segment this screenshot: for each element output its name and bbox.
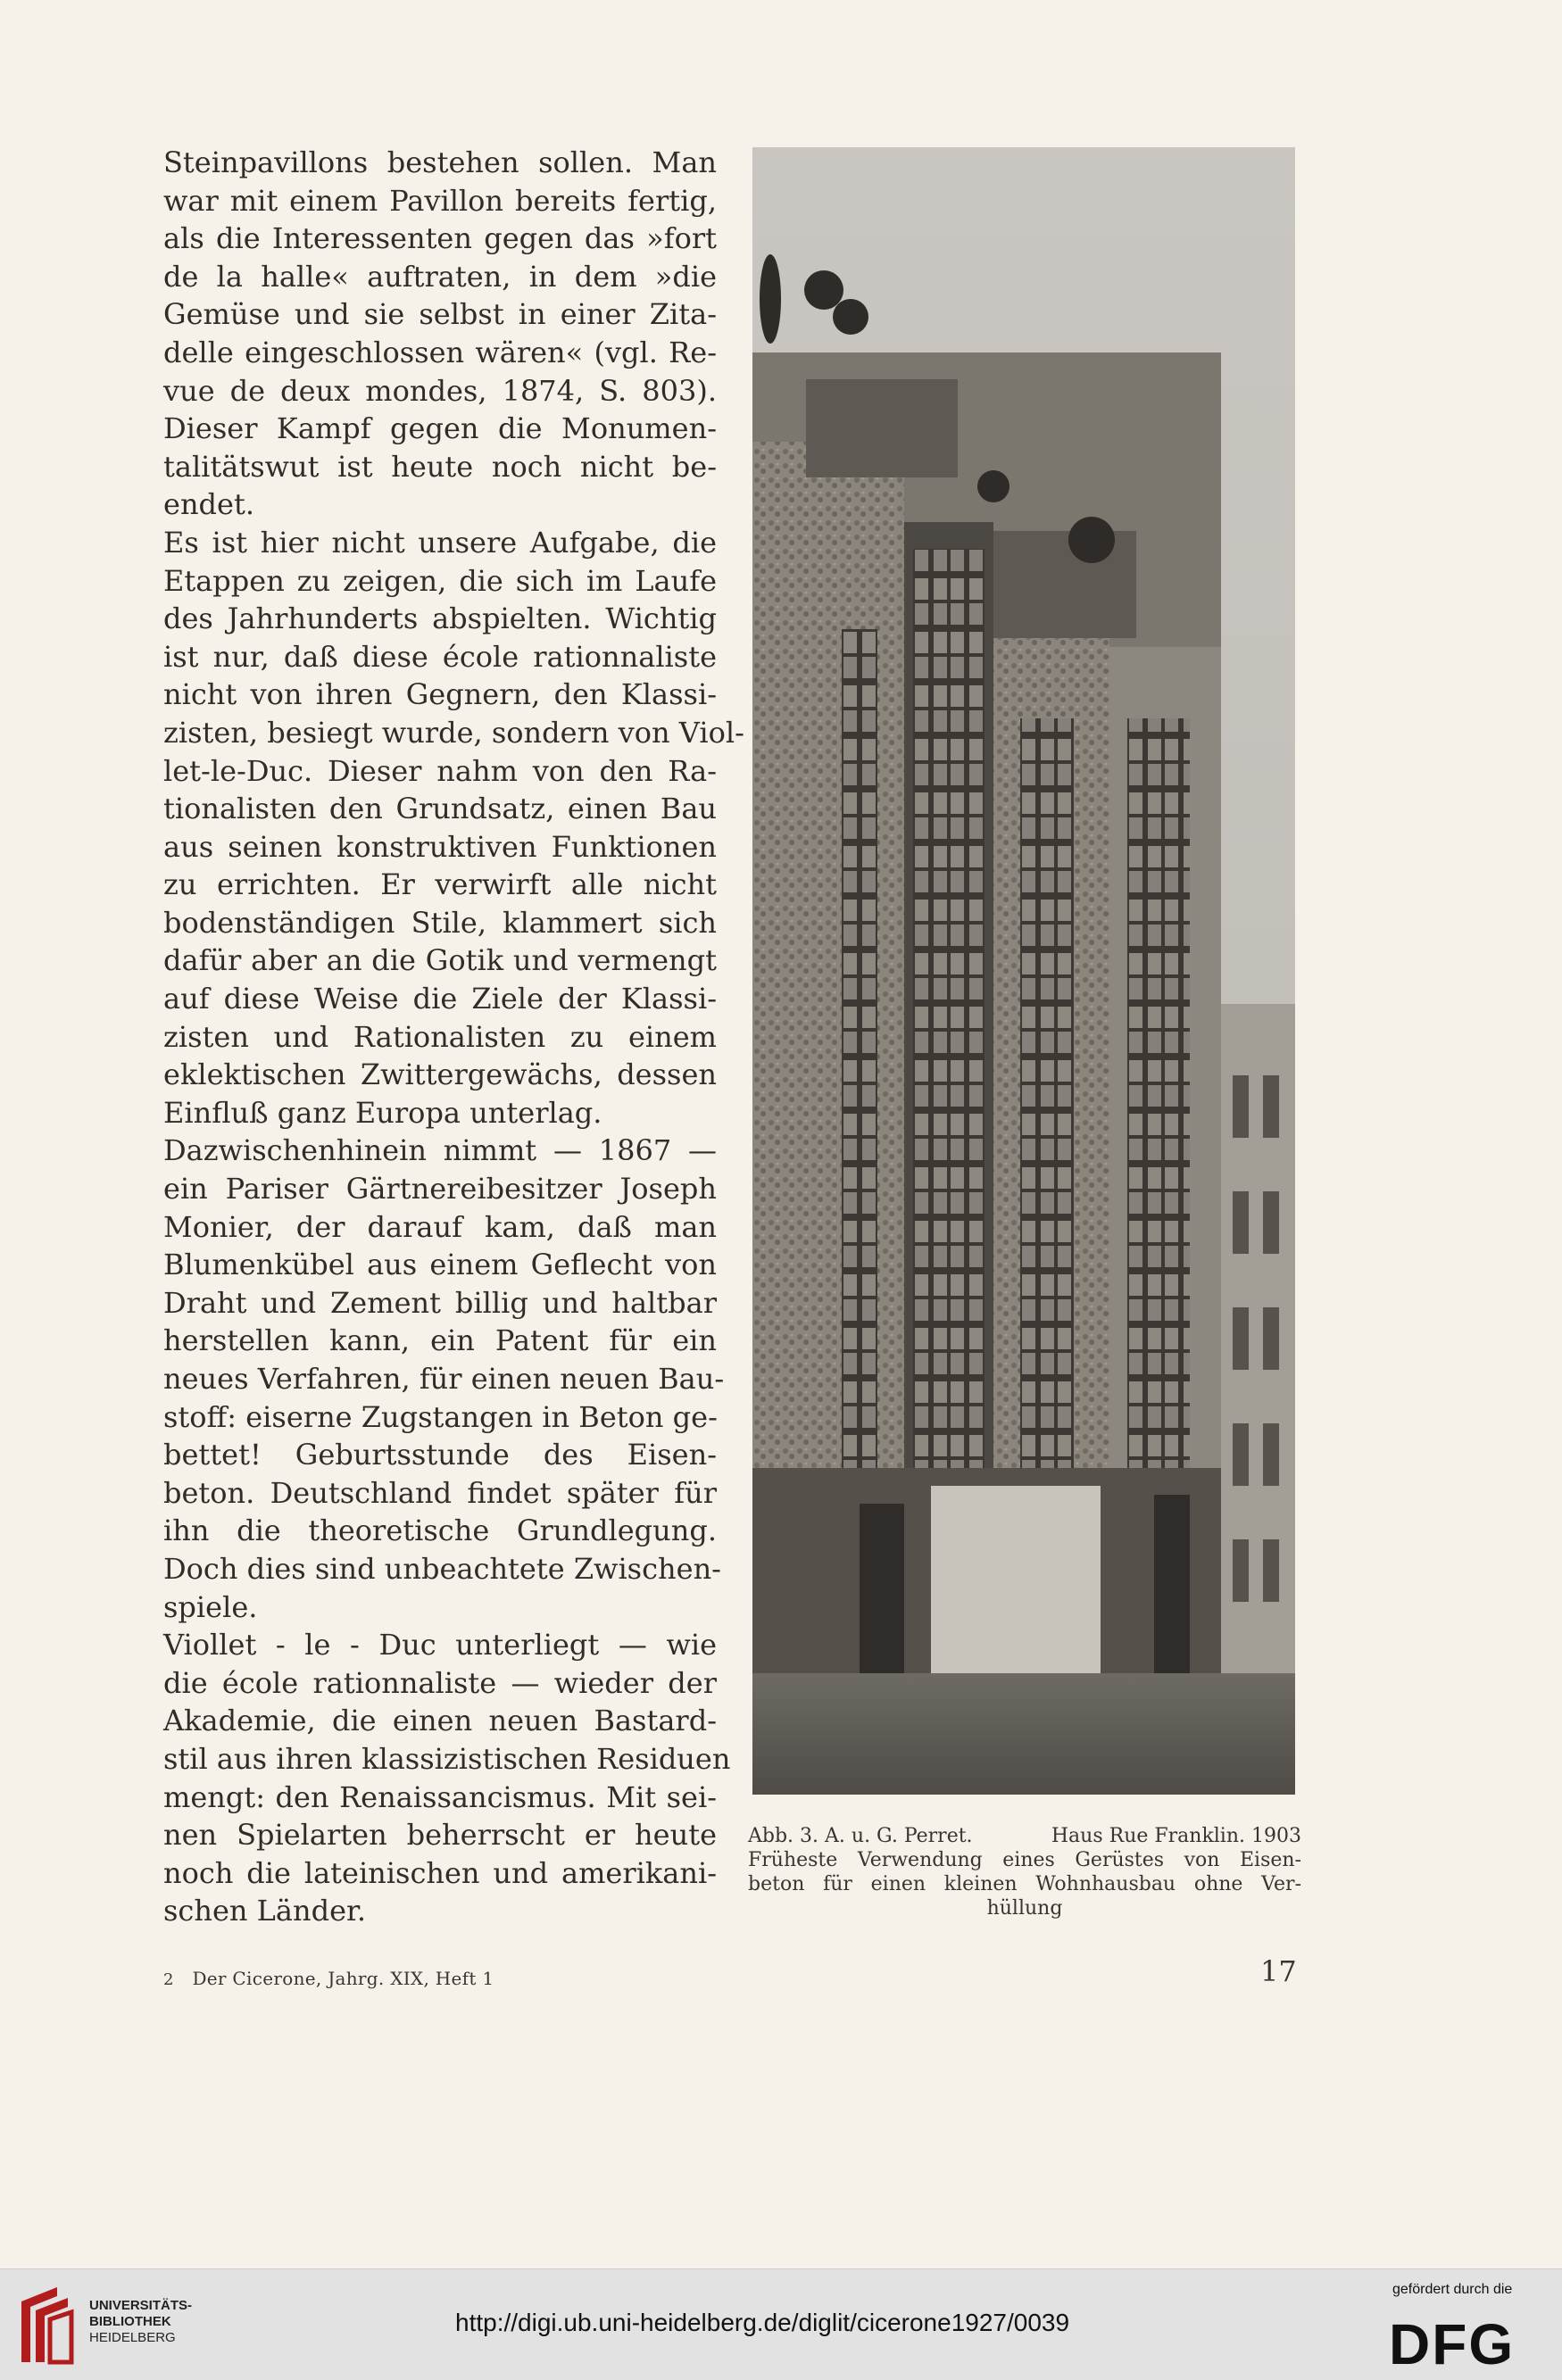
library-name-line: UNIVERSITÄTS-	[89, 2298, 193, 2313]
text-line: dafür aber an die Gotik und vermengt	[163, 943, 717, 978]
caption-line: beton für einen kleinen Wohnhausbau ohne Ver-	[748, 1873, 1301, 1895]
text-line: bodenständigen Stile, klammert sich	[163, 905, 717, 940]
text-line: stoff: eiserne Zugstangen in Beton ge-	[163, 1399, 718, 1434]
photo-illustration	[752, 147, 1295, 1795]
caption-line: Früheste Verwendung eines Gerüstes von Eisen-	[748, 1849, 1301, 1871]
journal-reference: Der Cicerone, Jahrg. XIX, Heft 1	[192, 1968, 494, 1989]
text-line: aus seinen konstruktiven Funktionen	[163, 829, 717, 864]
text-line: Blumenkübel aus einem Geflecht von	[163, 1248, 717, 1282]
sponsor-text: gefördert durch die	[1392, 2282, 1513, 2297]
text-line: tionalisten den Grundsatz, einen Bau	[163, 792, 717, 826]
text-line: ein Pariser Gärtnereibesitzer Joseph	[163, 1172, 717, 1207]
text-line: Dazwischenhinein nimmt — 1867 —	[163, 1133, 717, 1168]
text-line: bettet! Geburtsstunde des Eisen-	[163, 1438, 717, 1472]
body-text-column	[163, 144, 744, 1930]
building-photograph	[752, 147, 1295, 1795]
page-number: 17	[1260, 1954, 1297, 1988]
text-line: zisten und Rationalisten zu einem	[163, 1019, 717, 1054]
text-line: Steinpavillons bestehen sollen. Man	[163, 145, 717, 179]
journal-footer	[163, 1968, 494, 1989]
text-line: schen Länder.	[163, 1894, 366, 1928]
text-line: beton. Deutschland findet später für	[163, 1475, 717, 1510]
figure-caption	[748, 1824, 1301, 1920]
text-line: ist nur, daß diese école rationnaliste	[163, 639, 717, 674]
text-line: stil aus ihren klassizistischen Residuen	[163, 1741, 731, 1776]
text-line: de la halle« auftraten, in dem »die	[163, 259, 717, 294]
library-name	[89, 2298, 192, 2346]
text-line: vue de deux mondes, 1874, S. 803).	[163, 373, 717, 408]
text-line: spiele.	[163, 1589, 258, 1624]
text-line: let-le-Duc. Dieser nahm von den Ra-	[163, 753, 717, 788]
text-line: Akademie, die einen neuen Bastard-	[163, 1704, 717, 1738]
text-line: Es ist hier nicht unsere Aufgabe, die	[163, 525, 717, 560]
text-line: eklektischen Zwittergewächs, dessen	[163, 1057, 717, 1092]
text-line: auf diese Weise die Ziele der Klassi-	[163, 982, 717, 1016]
text-line: als die Interessenten gegen das »fort	[163, 221, 717, 256]
text-line: Etappen zu zeigen, die sich im Laufe	[163, 563, 717, 598]
text-line: talitätswut ist heute noch nicht be-	[163, 449, 717, 484]
text-line: neues Verfahren, für einen neuen Bau-	[163, 1362, 725, 1396]
permalink-url[interactable]: http://digi.ub.uni-heidelberg.de/diglit/cicerone1927/0039	[455, 2309, 1070, 2336]
text-line: nen Spielarten beherrscht er heute	[163, 1818, 717, 1853]
text-line: des Jahrhunderts abspielten. Wichtig	[163, 601, 717, 636]
text-line: die école rationnaliste — wieder der	[163, 1665, 717, 1700]
text-line: noch die lateinischen und amerikani-	[163, 1855, 717, 1890]
text-line: zisten, besiegt wurde, sondern von Viol-	[163, 715, 744, 750]
text-line: herstellen kann, ein Patent für ein	[163, 1323, 717, 1358]
text-line: Doch dies sind unbeachtete Zwischen-	[163, 1551, 721, 1586]
university-library-logo-icon[interactable]	[16, 2284, 75, 2368]
figure-title: Haus Rue Franklin. 1903	[1051, 1825, 1301, 1847]
text-line: zu errichten. Er verwirft alle nicht	[163, 867, 717, 902]
text-line: Viollet - le - Duc unterliegt — wie	[163, 1628, 717, 1663]
text-line: Einfluß ganz Europa unterlag.	[163, 1095, 602, 1130]
text-line: Dieser Kampf gegen die Monumen-	[163, 411, 717, 446]
text-line: nicht von ihren Gegnern, den Klassi-	[163, 677, 717, 712]
text-line: mengt: den Renaissancismus. Mit sei-	[163, 1779, 717, 1814]
signature-mark: 2	[163, 1970, 174, 1989]
dfg-logo[interactable]: DFG	[1389, 2312, 1516, 2376]
text-line: endet.	[163, 487, 254, 522]
text-line: Draht und Zement billig und haltbar	[163, 1285, 717, 1320]
library-name-line: HEIDELBERG	[89, 2330, 176, 2345]
digitization-banner	[0, 2268, 1562, 2380]
text-line: war mit einem Pavillon bereits fertig,	[163, 183, 717, 218]
text-line: ihn die theoretische Grundlegung.	[163, 1513, 717, 1548]
text-line: Monier, der darauf kam, daß man	[163, 1209, 717, 1244]
library-name-line: BIBLIOTHEK	[89, 2314, 171, 2329]
caption-heading	[748, 1824, 1301, 1848]
figure-label: Abb. 3. A. u. G. Perret.	[748, 1825, 973, 1847]
caption-line: hüllung	[986, 1897, 1063, 1920]
text-line: delle eingeschlossen wären« (vgl. Re-	[163, 335, 717, 369]
text-line: Gemüse und sie selbst in einer Zita-	[163, 297, 717, 332]
